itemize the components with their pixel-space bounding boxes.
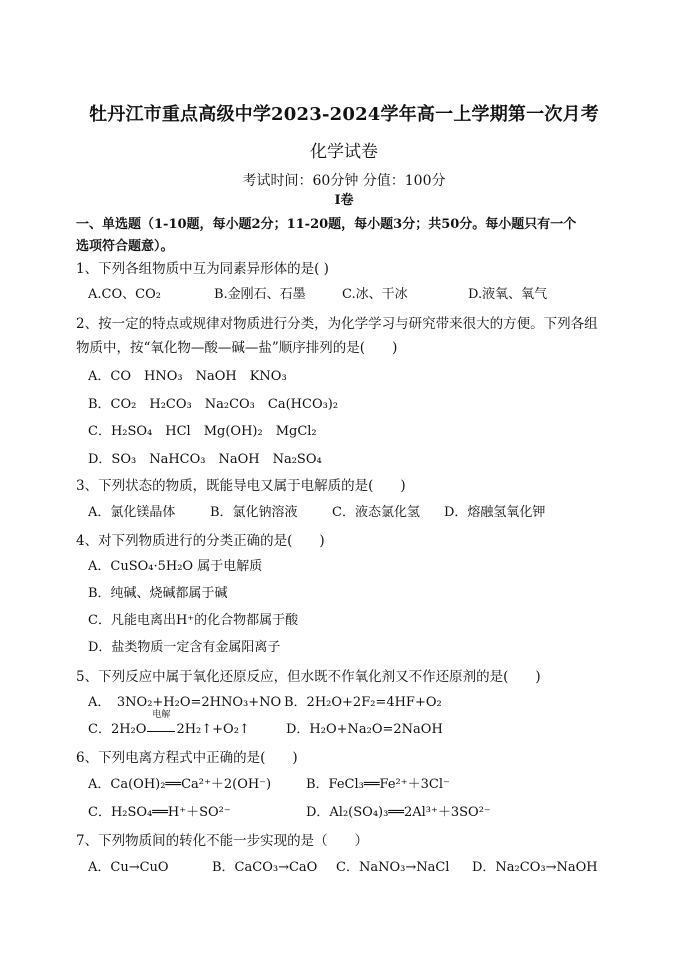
question-5-stem: 5、下列反应中属于氧化还原反应，但水既不作氧化剂又不作还原剂的是( ) — [76, 669, 541, 685]
question-5-option-d: D．H₂O+Na₂O=2NaOH — [286, 722, 443, 737]
question-3-stem: 3、下列状态的物质，既能导电又属于电解质的是( ) — [76, 478, 406, 494]
question-7-option-b: B．CaCO₃→CaO — [212, 860, 318, 875]
question-3-option-c: C．液态氯化氢 — [332, 505, 420, 520]
question-2-stem-line2: 物质中，按“氧化物—酸—碱—盐”顺序排列的是( ) — [76, 340, 398, 356]
question-2-stem-line1: 2、按一定的特点或规律对物质进行分类，为化学学习与研究带来很大的方便。下列各组 — [76, 316, 598, 332]
question-5-option-a: A． 3NO₂+H₂O=2HNO₃+NO — [88, 695, 282, 710]
question-3-options — [88, 502, 628, 524]
question-5-option-c-products: 2H₂↑+O₂↑ — [176, 722, 250, 737]
question-1-option-b: B.金刚石、石墨 — [214, 287, 306, 302]
question-2-option-d: D．SO₃ NaHCO₃ NaOH Na₂SO₄ — [88, 452, 322, 467]
section-heading — [76, 214, 616, 258]
question-2-option-b: B．CO₂ H₂CO₃ Na₂CO₃ Ca(HCO₃)₂ — [88, 397, 339, 412]
question-6-option-a: A．Ca(OH)₂══Ca²⁺＋2(OH⁻) — [88, 777, 272, 792]
question-5-options-cd — [88, 710, 628, 741]
question-4-option-b: B．纯碱、烧碱都属于碱 — [88, 586, 228, 601]
question-5-option-c-reactant: C．2H₂O — [88, 722, 147, 737]
question-1-stem: 1、下列各组物质中互为同素异形体的是( ) — [76, 261, 329, 277]
section-heading-line2: 选项符合题意）。 — [76, 239, 174, 254]
question-1-option-d: D.液氧、氧气 — [468, 287, 548, 302]
question-3-option-d: D．熔融氢氧化钾 — [444, 505, 546, 520]
question-4-option-c: C．凡能电离出H⁺的化合物都属于酸 — [88, 613, 299, 628]
question-7-option-a: A．Cu→CuO — [88, 860, 169, 875]
question-4-option-a: A．CuSO₄·5H₂O 属于电解质 — [88, 559, 263, 574]
question-6-option-b: B．FeCl₃══Fe²⁺＋3Cl⁻ — [306, 777, 450, 792]
question-5-option-c — [88, 710, 250, 741]
question-1-options — [88, 284, 628, 306]
question-1-option-a: A.CO、CO₂ — [88, 287, 161, 302]
section-heading-line1: 一、单选题（1-10题，每小题2分；11-20题，每小题3分；共50分。每小题只有一个 — [76, 217, 577, 232]
electrolysis-arrow — [146, 710, 176, 741]
question-6-stem: 6、下列电离方程式中正确的是( ) — [76, 750, 298, 766]
question-1-option-c: C.冰、干冰 — [342, 287, 408, 302]
exam-subtitle: 化学试卷 — [310, 142, 378, 162]
question-6-options-ab — [88, 774, 628, 796]
exam-title: 牡丹江市重点高级中学2023-2024学年高一上学期第一次月考 — [89, 104, 599, 125]
question-4-option-d: D．盐类物质一定含有金属阳离子 — [88, 640, 281, 655]
question-5-option-b: B．2H₂O+2F₂=4HF+O₂ — [284, 695, 442, 710]
volume-label: I卷 — [334, 193, 354, 208]
question-7-option-c: C．NaNO₃→NaCl — [336, 860, 450, 875]
electrolysis-line — [147, 731, 175, 732]
question-7-stem: 7、下列物质间的转化不能一步实现的是（ ） — [76, 833, 369, 849]
question-2-option-a: A．CO HNO₃ NaOH KNO₃ — [88, 369, 287, 384]
question-3-option-a: A．氯化镁晶体 — [88, 505, 176, 520]
exam-meta: 考试时间：60分钟 分值：100分 — [242, 173, 446, 189]
question-6-option-d: D．Al₂(SO₄)₃══2Al³⁺＋3SO²⁻ — [306, 805, 491, 820]
question-2-stem — [76, 312, 624, 360]
question-4-stem: 4、对下列物质进行的分类正确的是( ) — [76, 533, 325, 549]
question-7-option-d: D．Na₂CO₃→NaOH — [472, 860, 598, 875]
question-7-options — [88, 857, 628, 879]
question-2-option-c: C．H₂SO₄ HCl Mg(OH)₂ MgCl₂ — [88, 424, 317, 439]
electrolysis-label: 电解 — [152, 710, 171, 720]
question-6-options-cd — [88, 802, 628, 824]
question-3-option-b: B．氯化钠溶液 — [210, 505, 298, 520]
question-6-option-c: C．H₂SO₄══H⁺＋SO²⁻ — [88, 805, 231, 820]
